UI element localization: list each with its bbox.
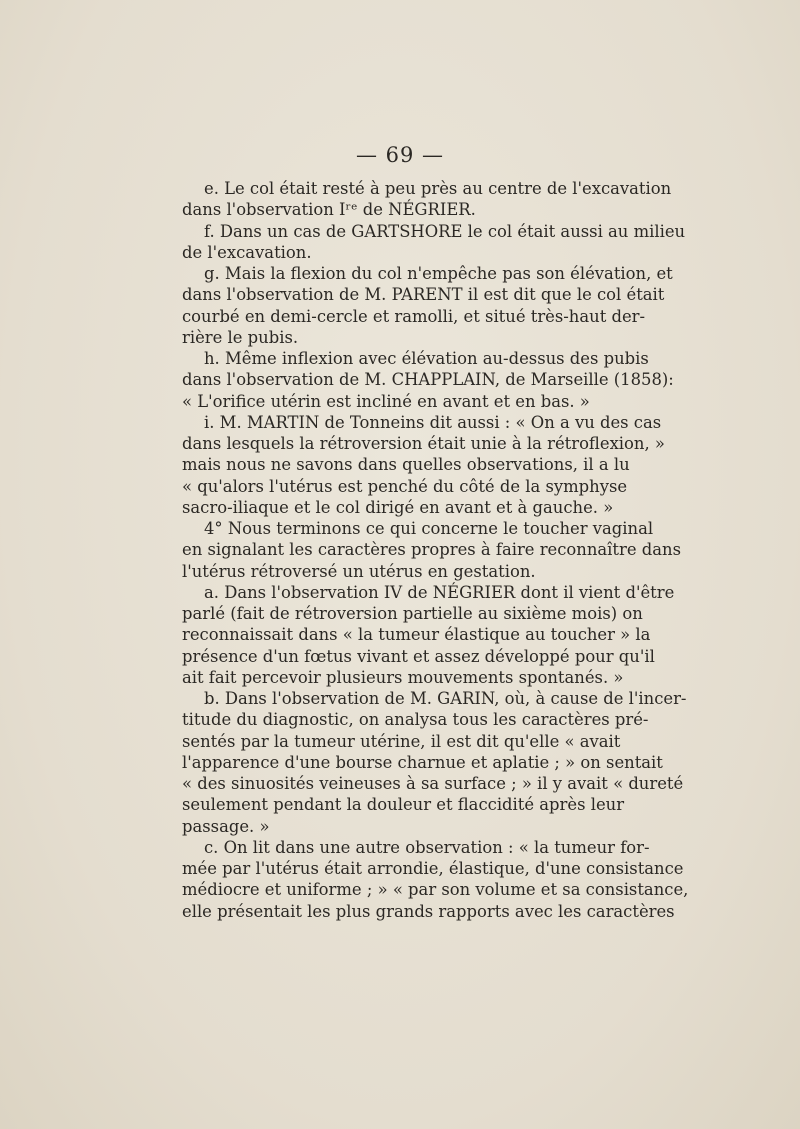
text-line: c. On lit dans une autre observation : « la tumeur for- xyxy=(204,837,650,857)
text-line: a. Dans l'observation IV de NÉGRIER dont il vient d'être xyxy=(204,582,675,602)
text-line: e. Le col était resté à peu près au centre de l'excavation xyxy=(204,179,672,198)
text-line: ait fait percevoir plusieurs mouvements spontanés. » xyxy=(182,667,624,687)
text-line: f. Dans un cas de GARTSHORE le col était aussi au milieu xyxy=(204,221,686,241)
text-line: de l'excavation. xyxy=(182,242,312,262)
text-line: parlé (fait de rétroversion partielle au sixième mois) on xyxy=(182,604,643,623)
text-line: g. Mais la flexion du col n'empêche pas son élévation, et xyxy=(204,264,673,283)
text-line: b. Dans l'observation de M. GARIN, où, à cause de l'incer- xyxy=(204,689,687,708)
text-line: présence d'un fœtus vivant et assez développé pour qu'il xyxy=(182,646,655,666)
text-line: h. Même inflexion avec élévation au-dessus des pubis xyxy=(204,349,649,368)
text-line: titude du diagnostic, on analysa tous les caractères pré- xyxy=(182,710,649,730)
page-number: — 69 — xyxy=(355,143,445,167)
text-line: l'apparence d'une bourse charnue et aplatie ; » on sentait xyxy=(182,752,663,772)
text-line: seulement pendant la douleur et flaccidité après leur xyxy=(182,795,625,815)
text-line: l'utérus rétroversé un utérus en gestation. xyxy=(182,561,536,581)
text-line: mée par l'utérus était arrondie, élastique, d'une consistance xyxy=(182,859,684,878)
text-line: dans l'observation Iʳᵉ de NÉGRIER. xyxy=(182,200,476,220)
text-line: médiocre et uniforme ; » « par son volume et sa consistance, xyxy=(182,880,689,900)
text-line: en signalant les caractères propres à faire reconnaître dans xyxy=(182,540,681,560)
text-line: « L'orifice utérin est incliné en avant et en bas. » xyxy=(182,391,590,411)
text-line: dans lesquels la rétroversion était unie à la rétroflexion, » xyxy=(182,434,665,453)
text-line: sacro-iliaque et le col dirigé en avant et à gauche. » xyxy=(182,497,614,517)
text-line: rière le pubis. xyxy=(182,327,299,347)
text-line: mais nous ne savons dans quelles observations, il a lu xyxy=(182,455,630,475)
text-line: 4° Nous terminons ce qui concerne le toucher vaginal xyxy=(204,519,654,538)
text-line: sentés par la tumeur utérine, il est dit qu'elle « avait xyxy=(182,731,621,751)
text-line: « qu'alors l'utérus est penché du côté de la symphyse xyxy=(182,476,628,496)
body-text xyxy=(182,178,689,922)
text-line: dans l'observation de M. PARENT il est dit que le col était xyxy=(182,285,665,305)
text-line: passage. » xyxy=(182,816,270,836)
text-line: elle présentait les plus grands rapports avec les caractères xyxy=(182,901,675,921)
text-line: « des sinuosités veineuses à sa surface ; » il y avait « dureté xyxy=(182,774,684,793)
text-line: i. M. MARTIN de Tonneins dit aussi : « On a vu des cas xyxy=(204,412,662,432)
text-line: dans l'observation de M. CHAPPLAIN, de Marseille (1858): xyxy=(182,370,674,390)
text-line: courbé en demi-cercle et ramolli, et situé très-haut der- xyxy=(182,306,646,326)
text-line: reconnaissait dans « la tumeur élastique au toucher » la xyxy=(182,625,651,645)
